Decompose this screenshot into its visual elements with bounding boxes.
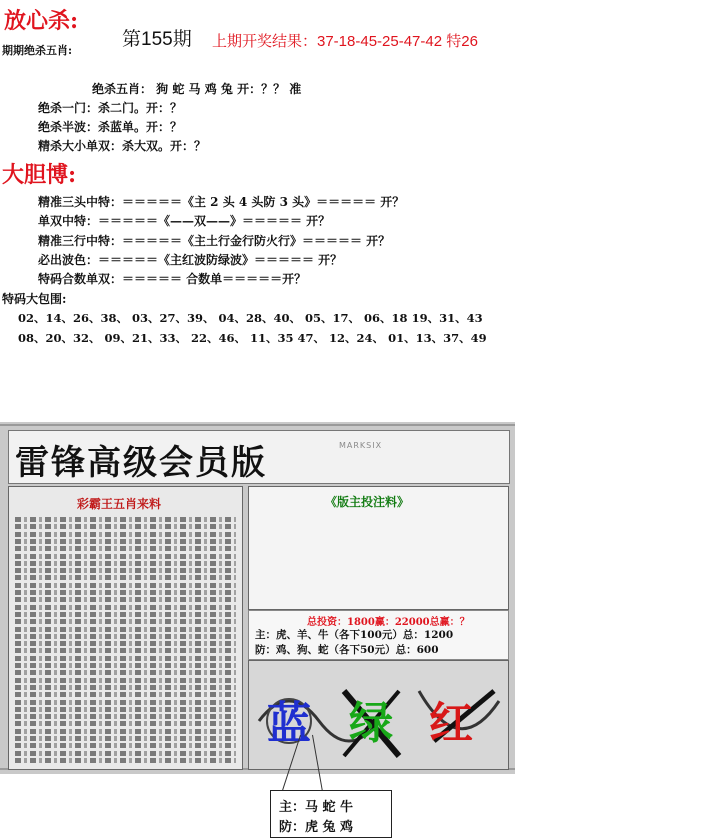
color-green-char: 绿 [349,698,393,749]
board-left-text-row [15,707,236,712]
board-left-text-row [15,539,236,544]
board-left-text-row [15,656,236,661]
board-left-text-row [15,546,236,551]
bet-main-line: 主：虎、羊、牛（各下100元）总：1200 [255,629,454,641]
board-left-text-row [15,619,236,624]
board-left-text-row [15,670,236,675]
board-right-top-panel [248,486,509,610]
board-left-text-row [15,605,236,610]
board-left-text-row [15,627,236,632]
callout-main: 主：马 蛇 牛 [279,800,354,815]
bold-line-wave-color: 必出波色：＝＝＝＝＝《主红波防绿波》＝＝＝＝＝ 开？ [38,253,343,267]
last-result: 上期开奖结果：37-18-45-25-47-42 特26 [212,33,478,50]
board-color-panel [248,660,509,770]
board-left-text-row [15,634,236,639]
board-right-title: 《版主投注料》 [325,495,410,509]
board-left-title: 彩霸王五肖来料 [77,497,162,511]
bet-guard-line: 防：鸡、狗、蛇（各下50元）总：600 [255,644,439,656]
board-left-text-row [15,554,236,559]
bold-line-heads: 精准三头中特：＝＝＝＝＝《主 2 头 4 头防 3 头》＝＝＝＝＝ 开？ [38,195,405,209]
board-left-text-row [15,517,236,522]
bold-section-title: 大胆博: [2,162,77,188]
package-row-1: 02、14、26、38、 03、27、39、 04、28、40、 05、17、 06、18 19、31、43 [18,311,483,325]
board-left-text-row [15,678,236,683]
board-left-text-row [15,641,236,646]
board-left-text-row [15,692,236,697]
page-subtitle: 期期绝杀五肖: [2,44,73,57]
board-left-text-row [15,597,236,602]
board-left-text-row [15,736,236,741]
board-bet-panel [248,610,509,660]
color-red-char: 红 [429,698,473,749]
callout-guard: 防：虎 兔 鸡 [279,820,354,835]
board-left-text-row [15,524,236,529]
board-left-text-row [15,532,236,537]
board-left-text-row [15,663,236,668]
board-watermark: MARKSIX [339,441,383,450]
bold-line-parity: 单双中特：＝＝＝＝＝《——双——》＝＝＝＝＝ 开？ [38,214,331,228]
board-left-text-row [15,758,236,763]
bet-total-line: 总投资：1800赢：22000总赢：？ [307,617,470,628]
board-left-text-row [15,743,236,748]
board-left-text-row [15,583,236,588]
board-left-text-row [15,568,236,573]
board-left-text-row [15,590,236,595]
board-left-panel [8,486,243,770]
page-title: 放心杀: [4,8,79,34]
board-left-text-row [15,648,236,653]
kill-size-parity: 精杀大小单双：杀大双。开：？ [38,139,207,153]
kill-one-door: 绝杀一门：杀二门。开：？ [38,101,183,115]
package-label: 特码大包围: [2,292,67,306]
board-left-text-row [15,751,236,756]
color-blue-char: 蓝 [267,698,311,749]
board-left-text-row [15,561,236,566]
package-row-2: 08、20、32、 09、21、33、 22、46、 11、35 47、 12、24、 01、13、37、49 [18,331,487,345]
issue-number: 第155期 [122,29,192,50]
kill-five-zodiac: 绝杀五肖： 狗 蛇 马 鸡 兔 开：？？ 准 [92,82,302,96]
board-left-text-row [15,575,236,580]
kill-half-wave: 绝杀半波：杀蓝单。开：？ [38,120,183,134]
board-header-title: 雷锋高级会员版 [15,443,267,483]
callout-box [270,790,392,838]
member-board [0,422,515,774]
bold-line-sum-parity: 特码合数单双：＝＝＝＝＝ 合数单＝＝＝＝＝开？ [38,272,307,286]
board-left-text-row [15,685,236,690]
board-left-text-row [15,721,236,726]
bold-line-elements: 精准三行中特：＝＝＝＝＝《主土行金行防火行》＝＝＝＝＝ 开？ [38,234,391,248]
board-left-text-row [15,714,236,719]
board-left-text-row [15,729,236,734]
board-left-text-row [15,612,236,617]
board-left-text-row [15,700,236,705]
board-header [8,430,510,484]
